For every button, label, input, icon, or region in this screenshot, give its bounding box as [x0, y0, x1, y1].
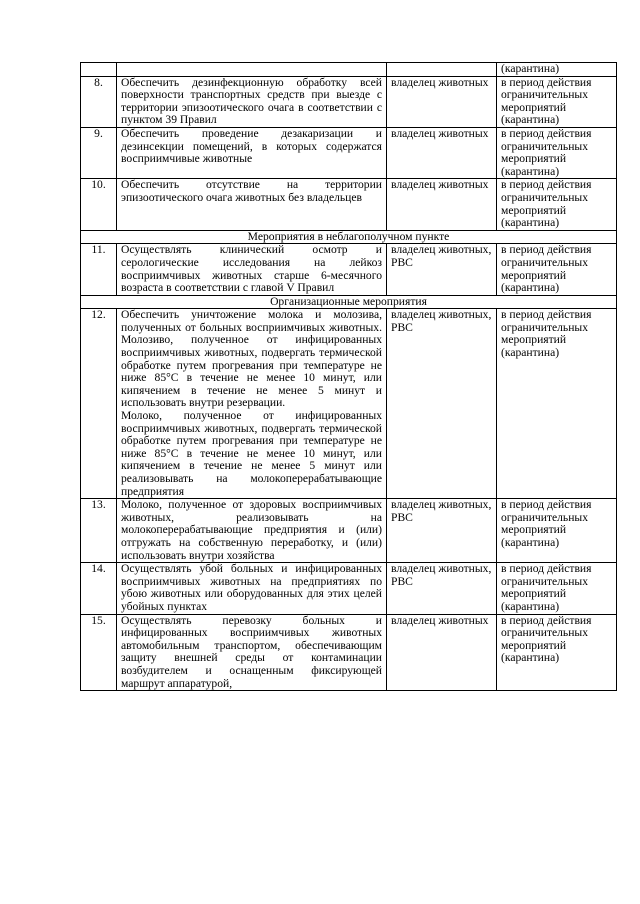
row-description: Молоко, полученное от здоровых восприимчивых животных, реализовывать на молокоперерабатывающие предприятия и (или) отгружать на собственную переработку, и (или) использовать внутри хозяйства — [117, 499, 387, 563]
row-term: в период действия ограничительных мероприятий (карантина) — [497, 127, 617, 178]
row-term: в период действия ограничительных мероприятий (карантина) — [497, 563, 617, 614]
row-number: 10. — [81, 179, 117, 230]
section-heading: Мероприятия в неблагополучном пункте — [81, 230, 617, 244]
table-row — [81, 179, 617, 230]
row-term: в период действия ограничительных мероприятий (карантина) — [497, 309, 617, 499]
table-row — [81, 63, 617, 77]
row-number: 9. — [81, 127, 117, 178]
row-description: Осуществлять перевозку больных и инфицированных восприимчивых животных автомобильным транспортом, обеспечивающим защиту внешней среды от контаминации возбудителем и оснащенным фиксирующей маршрут аппаратурой, — [117, 614, 387, 691]
row-description: Обеспечить проведение дезакаризации и дезинсекции помещений, в которых содержатся восприимчивые животные — [117, 127, 387, 178]
row-description: Осуществлять клинический осмотр и серологические исследования на лейкоз восприимчивых животных старше 6-месячного возраста в соответствии с главой V Правил — [117, 244, 387, 295]
row-number: 15. — [81, 614, 117, 691]
section-row — [81, 230, 617, 244]
row-term: в период действия ограничительных мероприятий (карантина) — [497, 499, 617, 563]
row-responsible: владелец животных, РВС — [387, 563, 497, 614]
row-responsible: владелец животных — [387, 179, 497, 230]
table-row — [81, 563, 617, 614]
row-number: 13. — [81, 499, 117, 563]
row-responsible: владелец животных — [387, 614, 497, 691]
row-description: Обеспечить уничтожение молока и молозива, полученных от больных восприимчивых животных. Молозиво, полученное от инфицированных восприимчивых животных, подвергать термической обработке путем прогревания при температуре не ниже 85°С в течение не менее 10 минут, или кипячением в течение не менее 5 минут и использовать внутри резервации. Молоко, полученное от инфицированных восприимчивых животных, подвергать термической обработке путем прогревания при температуре не ниже 85°С в течение не менее 10 минут, или кипячением в течение не менее 5 минут или реализовывать на молокоперерабатывающие предприятия — [117, 309, 387, 499]
row-description: Осуществлять убой больных и инфицированных восприимчивых животных на предприятиях по убою животных или оборудованных для этих целей убойных пунктах — [117, 563, 387, 614]
row-term: (карантина) — [497, 63, 617, 77]
row-number: 8. — [81, 76, 117, 127]
section-row — [81, 295, 617, 309]
row-responsible: владелец животных — [387, 76, 497, 127]
row-term: в период действия ограничительных мероприятий (карантина) — [497, 614, 617, 691]
row-term: в период действия ограничительных мероприятий (карантина) — [497, 244, 617, 295]
row-number: 11. — [81, 244, 117, 295]
row-responsible: владелец животных, РВС — [387, 499, 497, 563]
table-row — [81, 499, 617, 563]
row-description: Обеспечить дезинфекционную обработку всей поверхности транспортных средств при выезде с территории эпизоотического очага в соответствии с пунктом 39 Правил — [117, 76, 387, 127]
row-number: 12. — [81, 309, 117, 499]
table-row — [81, 614, 617, 691]
row-term: в период действия ограничительных мероприятий (карантина) — [497, 179, 617, 230]
measures-table — [80, 62, 617, 691]
row-responsible: владелец животных — [387, 127, 497, 178]
section-heading: Организационные мероприятия — [81, 295, 617, 309]
row-responsible: владелец животных, РВС — [387, 309, 497, 499]
row-number: 14. — [81, 563, 117, 614]
table-row — [81, 309, 617, 499]
row-term: в период действия ограничительных мероприятий (карантина) — [497, 76, 617, 127]
table-row — [81, 76, 617, 127]
row-responsible: владелец животных, РВС — [387, 244, 497, 295]
table-row — [81, 244, 617, 295]
table-row — [81, 127, 617, 178]
row-description: Обеспечить отсутствие на территории эпизоотического очага животных без владельцев — [117, 179, 387, 230]
